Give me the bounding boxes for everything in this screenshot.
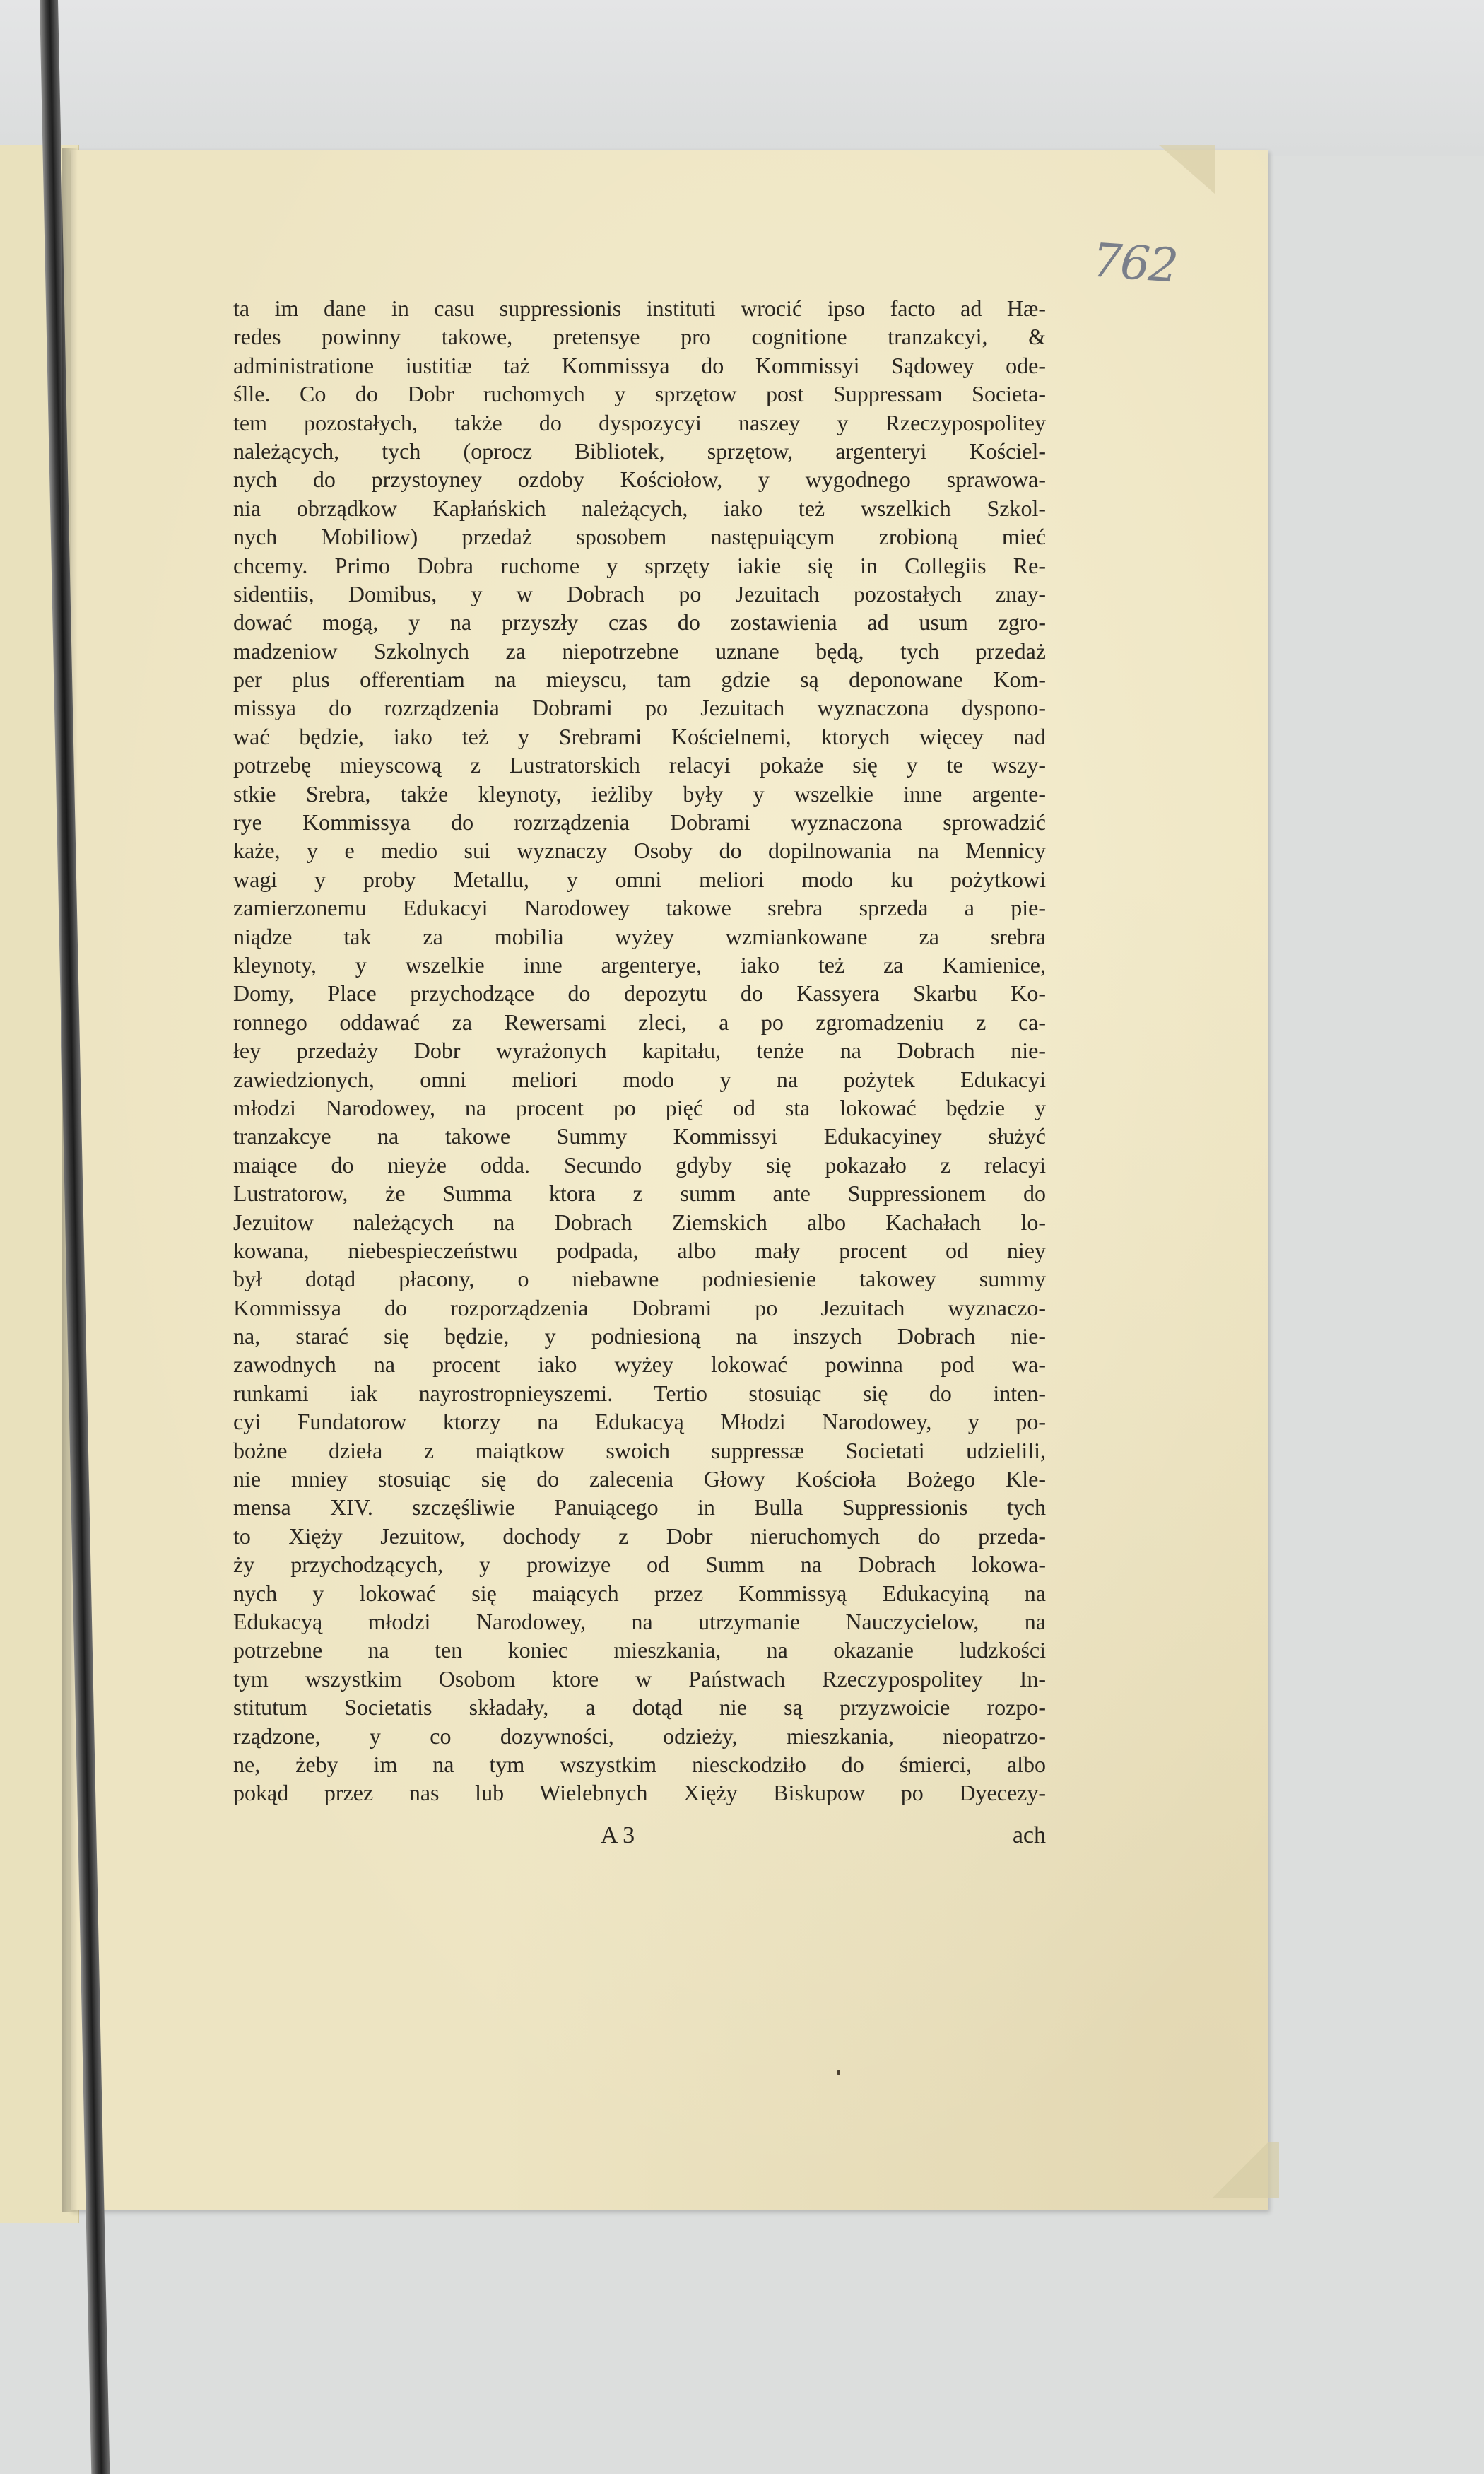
- text-line: Edukacyą młodzi Narodowey, na utrzymanie Nauczycielow, na: [233, 1608, 1046, 1634]
- text-line: łey przedaży Dobr wyrażonych kapitału, tenże na Dobrach nie-: [233, 1038, 1046, 1064]
- text-line: ta im dane in casu suppressionis instituti wrocić ipso facto ad Hæ-: [233, 295, 1046, 321]
- folio-number: 762: [1090, 233, 1179, 293]
- text-line: młodzi Narodowey, na procent po pięć od sta lokować będzie y: [233, 1094, 1046, 1120]
- text-line: nia obrządkow Kapłańskich należących, iako też wszelkich Szkol-: [233, 495, 1046, 521]
- text-line: należących, tych (oprocz Bibliotek, sprzętow, argenteryi Kościel-: [233, 438, 1046, 464]
- page-corner-bottom: [1201, 2142, 1279, 2198]
- text-line: tym wszystkim Osobom ktore w Państwach Rzeczypospolitey In-: [233, 1665, 1046, 1692]
- text-line: ronnego oddawać za Rewersami zleci, a po zgromadzeniu z ca-: [233, 1009, 1046, 1035]
- text-line: cyi Fundatorow ktorzy na Edukacyą Młodzi Narodowey, y po-: [233, 1409, 1046, 1435]
- text-line: Domy, Place przychodzące do depozytu do Kassyera Skarbu Ko-: [233, 980, 1046, 1007]
- text-line: bożne dzieła z maiątkow swoich suppressæ Societati udzielili,: [233, 1437, 1046, 1463]
- text-line: Lustratorow, że Summa ktora z summ ante Suppressionem do: [233, 1180, 1046, 1207]
- text-line: nych y lokować się maiących przez Kommissyą Edukacyiną na: [233, 1580, 1046, 1606]
- text-line: wagi y proby Metallu, y omni meliori modo ku pożytkowi: [233, 866, 1046, 892]
- text-line: ślle. Co do Dobr ruchomych y sprzętow post Suppressam Societa-: [233, 381, 1046, 407]
- text-line: nie mniey stosuiąc się do zalecenia Głowy Kościoła Bożego Kle-: [233, 1466, 1046, 1492]
- text-line: stitutum Societatis składały, a dotąd nie są przyzwoicie rozpo-: [233, 1694, 1046, 1720]
- text-line: administratione iustitiæ taż Kommissya do Kommissyi Sądowey ode-: [233, 352, 1046, 378]
- text-line: zawodnych na procent iako wyżey lokować powinna pod wa-: [233, 1352, 1046, 1378]
- text-line: maiące do nieyże odda. Secundo gdyby się pokazało z relacyi: [233, 1151, 1046, 1178]
- text-line: pokąd przez nas lub Wielebnych Xięży Biskupow po Dyecezy-: [233, 1780, 1046, 1806]
- signature-mark: A 3: [601, 1822, 635, 1848]
- background: [0, 0, 1484, 156]
- text-line: dować mogą, y na przyszły czas do zostawienia ad usum zgro-: [233, 609, 1046, 635]
- text-line: missya do rozrządzenia Dobrami po Jezuitach wyznaczona dyspono-: [233, 695, 1046, 721]
- text-line: tranzakcye na takowe Summy Kommissyi Edukacyiney służyć: [233, 1123, 1046, 1149]
- text-line: każe, y e medio sui wyznaczy Osoby do dopilnowania na Mennicy: [233, 838, 1046, 864]
- text-line: ży przychodzących, y prowizye od Summ na Dobrach lokowa-: [233, 1552, 1046, 1578]
- text-line: niądze tak za mobilia wyżey wzmiankowane za srebra: [233, 923, 1046, 949]
- text-line: rye Kommissya do rozrządzenia Dobrami wyznaczona sprowadzić: [233, 809, 1046, 836]
- text-line: na, starać się będzie, y podniesioną na inszych Dobrach nie-: [233, 1323, 1046, 1349]
- text-line: Kommissya do rozporządzenia Dobrami po Jezuitach wyznaczo-: [233, 1294, 1046, 1320]
- text-line: Jezuitow należących na Dobrach Ziemskich albo Kachałach lo-: [233, 1209, 1046, 1235]
- text-line: runkami iak nayrostropnieyszemi. Tertio stosuiąc się do inten-: [233, 1380, 1046, 1406]
- text-line: nych Mobiliow) przedaż sposobem następuiącym zrobioną mieć: [233, 524, 1046, 550]
- text-line: chcemy. Primo Dobra ruchome y sprzęty iakie się in Collegiis Re-: [233, 552, 1046, 578]
- binding-shadow: [62, 148, 78, 2212]
- text-line: nych do przystoyney ozdoby Kościołow, y wygodnego sprawowa-: [233, 467, 1046, 493]
- text-line: potrzebne na ten koniec mieszkania, na okazanie ludzkości: [233, 1637, 1046, 1663]
- text-line: sidentiis, Domibus, y w Dobrach po Jezuitach pozostałych znay-: [233, 580, 1046, 606]
- text-line: zawiedzionych, omni meliori modo y na pożytek Edukacyi: [233, 1066, 1046, 1092]
- text-line: zamierzonemu Edukacyi Narodowey takowe srebra sprzeda a pie-: [233, 895, 1046, 921]
- body-text: [233, 294, 1046, 1807]
- text-line: potrzebę mieyscową z Lustratorskich relacyi pokaże się y te wszy-: [233, 752, 1046, 778]
- text-line: rządzone, y co dozywności, odzieży, mieszkania, nieopatrzo-: [233, 1723, 1046, 1749]
- text-line: stkie Srebra, także kleynoty, ieżliby były y wszelkie inne argente-: [233, 780, 1046, 807]
- page-footer: [233, 1822, 1046, 1853]
- catchword: ach: [1012, 1822, 1046, 1848]
- paper-speck: [837, 2070, 840, 2075]
- text-line: był dotąd płacony, o niebawne podniesienie takowey summy: [233, 1266, 1046, 1292]
- text-line: to Xięży Jezuitow, dochody z Dobr nieruchomych do przeda-: [233, 1523, 1046, 1549]
- text-line: madzeniow Szkolnych za niepotrzebne uznane będą, tych przedaż: [233, 638, 1046, 664]
- text-line: ne, żeby im na tym wszystkim niesckodziło do śmierci, albo: [233, 1751, 1046, 1777]
- text-line: redes powinny takowe, pretensye pro cognitione tranzakcyi, &: [233, 324, 1046, 350]
- text-line: mensa XIV. szczęśliwie Panuiącego in Bulla Suppressionis tych: [233, 1494, 1046, 1520]
- page-corner-fold: [1159, 145, 1215, 194]
- text-line: tem pozostałych, także do dyspozycyi naszey y Rzeczypospolitey: [233, 409, 1046, 435]
- text-line: kleynoty, y wszelkie inne argenterye, iako też za Kamienice,: [233, 951, 1046, 978]
- text-line: kowana, niebespieczeństwu podpada, albo mały procent od niey: [233, 1237, 1046, 1263]
- text-line: per plus offerentiam na mieyscu, tam gdzie są deponowane Kom-: [233, 667, 1046, 693]
- text-line: wać będzie, iako też y Srebrami Kościelnemi, ktorych więcey nad: [233, 723, 1046, 749]
